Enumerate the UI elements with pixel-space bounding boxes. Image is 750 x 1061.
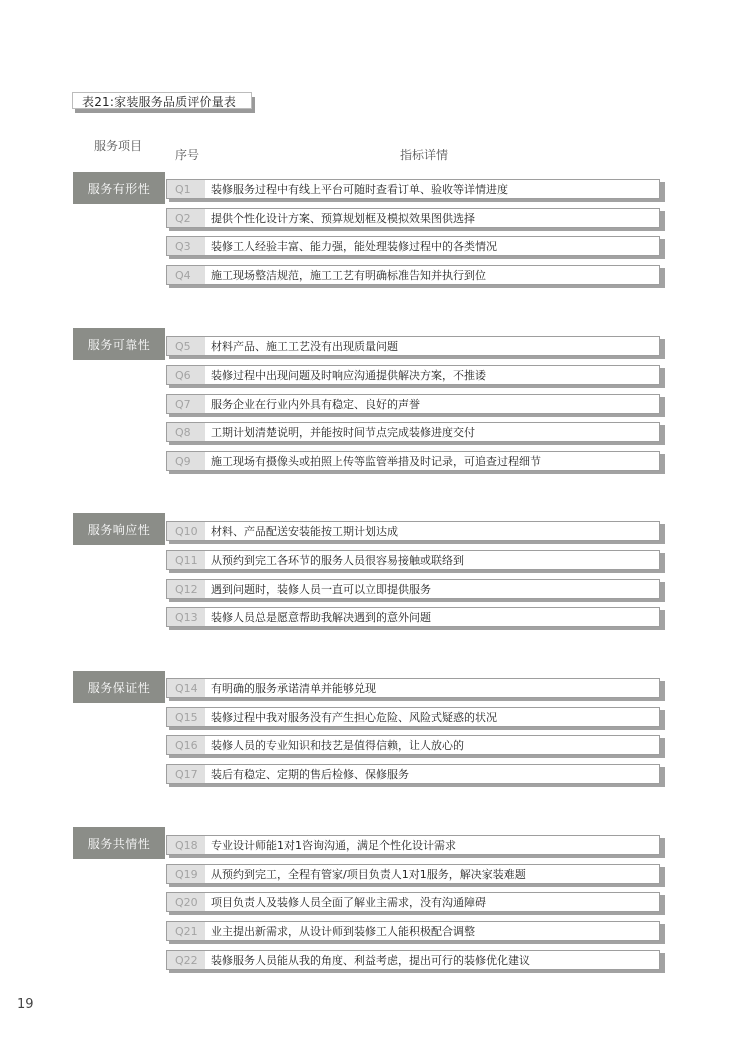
row-number: Q22 (167, 951, 205, 969)
row-text: 专业设计师能1对1咨询沟通，满足个性化设计需求 (211, 839, 456, 852)
row-text: 有明确的服务承诺清单并能够兑现 (211, 682, 376, 695)
row-text: 工期计划清楚说明，并能按时间节点完成装修进度交付 (211, 426, 475, 439)
row-text: 装修过程中我对服务没有产生担心危险、风险式疑惑的状况 (211, 711, 497, 724)
row-number: Q10 (167, 522, 205, 540)
table-row (166, 550, 663, 570)
header-service-item: 服务项目 (94, 139, 143, 153)
row-number: Q11 (167, 551, 205, 569)
row-number: Q6 (167, 366, 205, 384)
row-number: Q20 (167, 893, 205, 911)
table-row (166, 764, 663, 784)
category-reliability: 服务可靠性 (73, 328, 165, 360)
row-number: Q16 (167, 736, 205, 754)
row-number: Q12 (167, 580, 205, 598)
row-text: 装修工人经验丰富、能力强，能处理装修过程中的各类情况 (211, 240, 497, 253)
table-row (166, 451, 663, 471)
row-text: 从预约到完工各环节的服务人员很容易接触或联络到 (211, 554, 464, 567)
row-number: Q14 (167, 679, 205, 697)
row-text: 项目负责人及装修人员全面了解业主需求，没有沟通障碍 (211, 896, 486, 909)
row-number: Q21 (167, 922, 205, 940)
row-number: Q15 (167, 708, 205, 726)
row-number: Q13 (167, 608, 205, 626)
table-row (166, 265, 663, 285)
row-number: Q8 (167, 423, 205, 441)
row-text: 装修过程中出现问题及时响应沟通提供解决方案，不推诿 (211, 369, 486, 382)
table-row (166, 921, 663, 941)
row-number: Q7 (167, 395, 205, 413)
table-row (166, 236, 663, 256)
table-row (166, 208, 663, 228)
row-text: 服务企业在行业内外具有稳定、良好的声誉 (211, 398, 420, 411)
table-row (166, 864, 663, 884)
row-text: 材料产品、施工工艺没有出现质量问题 (211, 340, 398, 353)
category-assurance: 服务保证性 (73, 671, 165, 703)
row-text: 装后有稳定、定期的售后检修、保修服务 (211, 768, 409, 781)
row-text: 装修人员总是愿意帮助我解决遇到的意外问题 (211, 611, 431, 624)
category-tangibility: 服务有形性 (73, 172, 165, 204)
row-text: 施工现场有摄像头或拍照上传等监管举措及时记录，可追查过程细节 (211, 455, 541, 468)
table-title-text: 表21:家装服务品质评价量表 (82, 95, 237, 109)
row-text: 装修人员的专业知识和技艺是值得信赖，让人放心的 (211, 739, 464, 752)
row-text: 施工现场整洁规范，施工工艺有明确标准告知并执行到位 (211, 269, 486, 282)
table-row (166, 521, 663, 541)
row-text: 遇到问题时，装修人员一直可以立即提供服务 (211, 583, 431, 596)
table-row (166, 707, 663, 727)
row-text: 材料、产品配送安装能按工期计划达成 (211, 525, 398, 538)
row-number: Q1 (167, 180, 205, 198)
row-text: 装修服务人员能从我的角度、利益考虑，提出可行的装修优化建议 (211, 954, 530, 967)
table-row (166, 678, 663, 698)
row-text: 从预约到完工，全程有管家/项目负责人1对1服务，解决家装难题 (211, 868, 526, 881)
table-row (166, 892, 663, 912)
table-row (166, 394, 663, 414)
row-number: Q18 (167, 836, 205, 854)
table-row (166, 365, 663, 385)
table-row (166, 607, 663, 627)
category-empathy: 服务共情性 (73, 827, 165, 859)
row-number: Q3 (167, 237, 205, 255)
page-number: 19 (17, 997, 34, 1012)
table-row (166, 179, 663, 199)
header-number: 序号 (175, 148, 200, 162)
table-row (166, 336, 663, 356)
table-row (166, 735, 663, 755)
table-title (72, 92, 254, 112)
row-number: Q9 (167, 452, 205, 470)
row-text: 装修服务过程中有线上平台可随时查看订单、验收等详情进度 (211, 183, 508, 196)
row-text: 提供个性化设计方案、预算规划框及模拟效果图供选择 (211, 212, 475, 225)
table-row (166, 579, 663, 599)
category-responsiveness: 服务响应性 (73, 513, 165, 545)
header-detail: 指标详情 (400, 148, 449, 162)
table-row (166, 950, 663, 970)
row-number: Q17 (167, 765, 205, 783)
table-row (166, 835, 663, 855)
row-number: Q4 (167, 266, 205, 284)
row-number: Q5 (167, 337, 205, 355)
table-row (166, 422, 663, 442)
row-number: Q19 (167, 865, 205, 883)
row-number: Q2 (167, 209, 205, 227)
row-text: 业主提出新需求，从设计师到装修工人能积极配合调整 (211, 925, 475, 938)
